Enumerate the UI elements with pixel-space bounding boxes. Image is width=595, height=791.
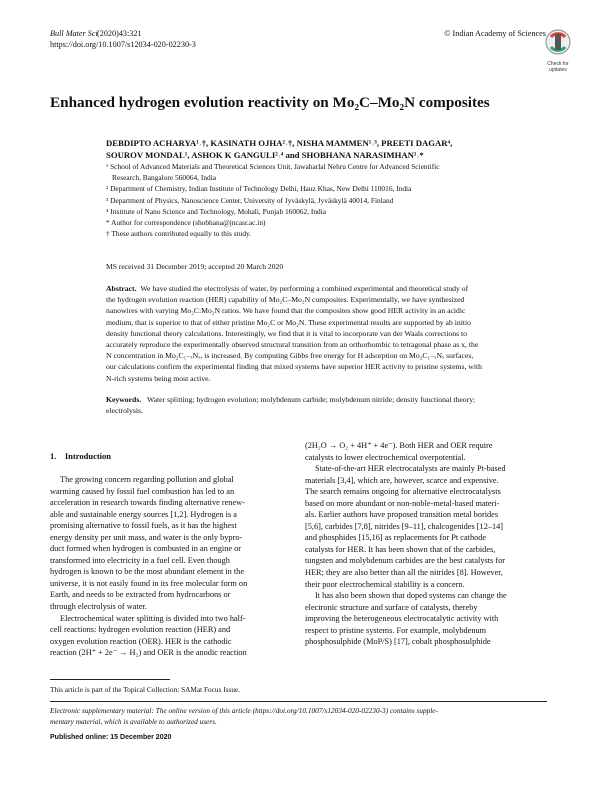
text-line: tungsten and molybdenum carbides are the best catalysts for [305, 556, 505, 566]
abstract-line: N concentration in Mo₂C₁₋ₓNₓ, is increased. By computing Gibbs free energy for H adsorption on Mo₂C₁₋ₓNₓ surfaces, [106, 351, 474, 361]
abstract [106, 283, 546, 384]
right-column [305, 440, 547, 648]
text-line: phosphosulphide (MoP/S) [17], cobalt phosphosulphide [305, 637, 491, 647]
abstract-line: medium, that is superior to that of either pristine Mo₂C or Mo₂N. These experimental results are supported by ab initio [106, 317, 471, 327]
affiliations [106, 161, 556, 239]
text-line: electronic structure and surface of catalysts, thereby [305, 602, 478, 612]
text-line: universe, it is not easily found in its free molecular form on [50, 578, 248, 588]
text-line: hydrogen is known to be the most abundant element in the [50, 567, 245, 577]
section-heading [50, 451, 111, 461]
text-line: materials [3,4], which are, however, scarce and expensive. [305, 475, 499, 485]
text-line: cell reactions: hydrogen evolution reaction (HER) and [50, 625, 231, 635]
section-title: Introduction [64, 451, 112, 461]
text-line: respect to pristine systems. For example, molybdenum [305, 625, 487, 635]
abstract-line: our calculations confirm the experimental finding that mixed systems have superior HER activity to pristine systems, with [106, 362, 482, 372]
journal-name: Bull Mater Sci [50, 29, 98, 38]
affiliation-1: ¹ School of Advanced Materials and Theoretical Sciences Unit, Jawaharlal Nehru Centre for Advanced Scientific [106, 162, 440, 171]
text-line: als. Earlier authors have proposed transition metal borides [305, 510, 499, 520]
supplementary-line-2: mentary material, which is available to authorized users. [50, 716, 217, 726]
check-updates-label: Check for updates [547, 61, 569, 73]
text-line: (2H₂O → O₂ + 4H⁺ + 4e⁻). Both HER and OER require [305, 441, 493, 450]
keywords [106, 394, 546, 416]
abstract-label: Abstract. [106, 284, 137, 293]
left-column [50, 474, 292, 659]
text-line: It has also been shown that doped systems can change the [315, 591, 507, 601]
authors-line-1: DEBDIPTO ACHARYA¹˒†, KASINATH OJHA²˒†, NISHA MAMMEN¹˒³, PREETI DAGAR⁴, [106, 138, 453, 148]
check-for-updates-badge[interactable] [541, 28, 575, 74]
text-line: based on more abundant or non-noble-metal-based materi- [305, 498, 500, 508]
esm-divider [50, 701, 547, 702]
article-title: Enhanced hydrogen evolution reactivity on Mo₂C–Mo₂N composites [50, 94, 490, 111]
abstract-line: N-rich systems being most active. [106, 373, 211, 383]
authors-line-2: SOUROV MONDAL¹, ASHOK K GANGULI²˒⁴ and SHOBHANA NARASIMHAN¹˒* [106, 150, 424, 160]
keywords-label: Keywords. [106, 395, 142, 404]
text-line: warming caused by fossil fuel combustion has led to an [50, 486, 235, 496]
abstract-line: We have studied the electrolysis of water, by performing a combined experimental and theoretical study of [140, 284, 469, 293]
text-line: oxygen evolution reaction (OER). HER is the cathodic [50, 636, 232, 646]
text-line: The growing concern regarding pollution and global [60, 475, 234, 484]
affiliation-4: ⁴ Institute of Nano Science and Technology, Mohali, Punjab 160062, India [106, 206, 327, 216]
published-online: Published online: 15 December 2020 [50, 734, 172, 741]
text-line: able and sustainable energy sources [1,2]. Hydrogen is a [50, 509, 237, 519]
check-updates-icon [541, 28, 575, 56]
affiliation-2: ² Department of Chemistry, Indian Institute of Technology Delhi, Hauz Khas, New Delhi 110016, India [106, 184, 412, 194]
publisher-copyright: © Indian Academy of Sciences [444, 29, 546, 38]
keywords-line: Water splitting; hydrogen evolution; molybdenum carbide; molybdenum nitride; density functional theory; [147, 395, 476, 404]
text-line: energy density per unit mass, and water is the only bypro- [50, 532, 243, 542]
text-line: HER; they are also better than all the nitrides [8]. However, [305, 568, 503, 578]
text-line: catalysts to lower electrochemical overpotential. [305, 452, 466, 462]
text-line: reaction (2H⁺ + 2e⁻ → H₂) and OER is the anodic reaction [50, 648, 247, 658]
text-line: through electrolysis of water. [50, 602, 147, 612]
affiliation-3: ³ Department of Physics, Nanoscience Center, University of Jyväskylä, Jyväskylä 40014, Finland [106, 195, 394, 205]
text-line: their poor electrochemical stability is a concern. [305, 579, 465, 589]
text-line: duct formed when hydrogen is combusted in an engine or [50, 544, 242, 554]
text-line: The search remains ongoing for alternative electrocatalysts [305, 487, 501, 497]
doi-link[interactable]: https://doi.org/10.1007/s12034-020-02230-3 [50, 40, 196, 49]
supplementary-note [50, 706, 547, 727]
supplementary-line-1[interactable]: Electronic supplementary material: The online version of this article (https://doi.org/10.1007/s12034-020-02230-3) contains supple- [50, 706, 438, 715]
equal-contribution-note: † These authors contributed equally to this study. [106, 229, 252, 239]
footnote-divider [50, 679, 170, 680]
abstract-line: nanowires with varying Mo₂C:Mo₂N ratios. We have found that the composites show good HER activity in an acidic [106, 306, 466, 316]
volume-info: (2020)43:321 [97, 29, 142, 38]
abstract-line: accurately reproduce the experimentally observed structural transition from an orthorhombic to tetragonal phase as x, the [106, 340, 479, 350]
abstract-line: the hydrogen evolution reaction (HER) capability of Mo₂C–Mo₂N composites. Experimentally, we have synthesized [106, 295, 465, 305]
correspondence-note: * Author for correspondence (shobhana@jncasr.ac.in) [106, 218, 266, 228]
text-line: catalysts for HER. It has been shown that of the carbides, [305, 544, 496, 554]
text-line: Electrochemical water splitting is divided into two half- [60, 613, 246, 623]
text-line: transformed into electricity in a fuel cell. Even though [50, 555, 230, 565]
text-line: State-of-the-art HER electrocatalysts are mainly Pt-based [315, 464, 506, 474]
section-number: 1. [50, 451, 57, 461]
text-line: Earth, and needs to be extracted from hydrocarbons or [50, 590, 231, 600]
text-line: [5,6], carbides [7,8], nitrides [9–11], chalcogenides [12–14] [305, 521, 504, 531]
received-dates: MS received 31 December 2019; accepted 20 March 2020 [106, 262, 284, 271]
collection-note: This article is part of the Topical Collection: SAMat Focus Issue. [50, 685, 241, 694]
text-line: and phosphides [15,16] as replacements for Pt cathode [305, 533, 487, 543]
text-line: acceleration in research towards finding alternative renew- [50, 498, 245, 508]
abstract-line: density functional theory calculations. Interestingly, we find that it is vital to incorporate van der Waals corrections to [106, 328, 468, 338]
keywords-line: electrolysis. [106, 406, 143, 416]
text-line: promising alternative to fossil fuels, as it has the highest [50, 521, 237, 531]
text-line: improving the heterogeneous electrocatalytic activity with [305, 614, 499, 624]
affiliation-1-cont: Research, Bangalore 560064, India [112, 173, 217, 183]
